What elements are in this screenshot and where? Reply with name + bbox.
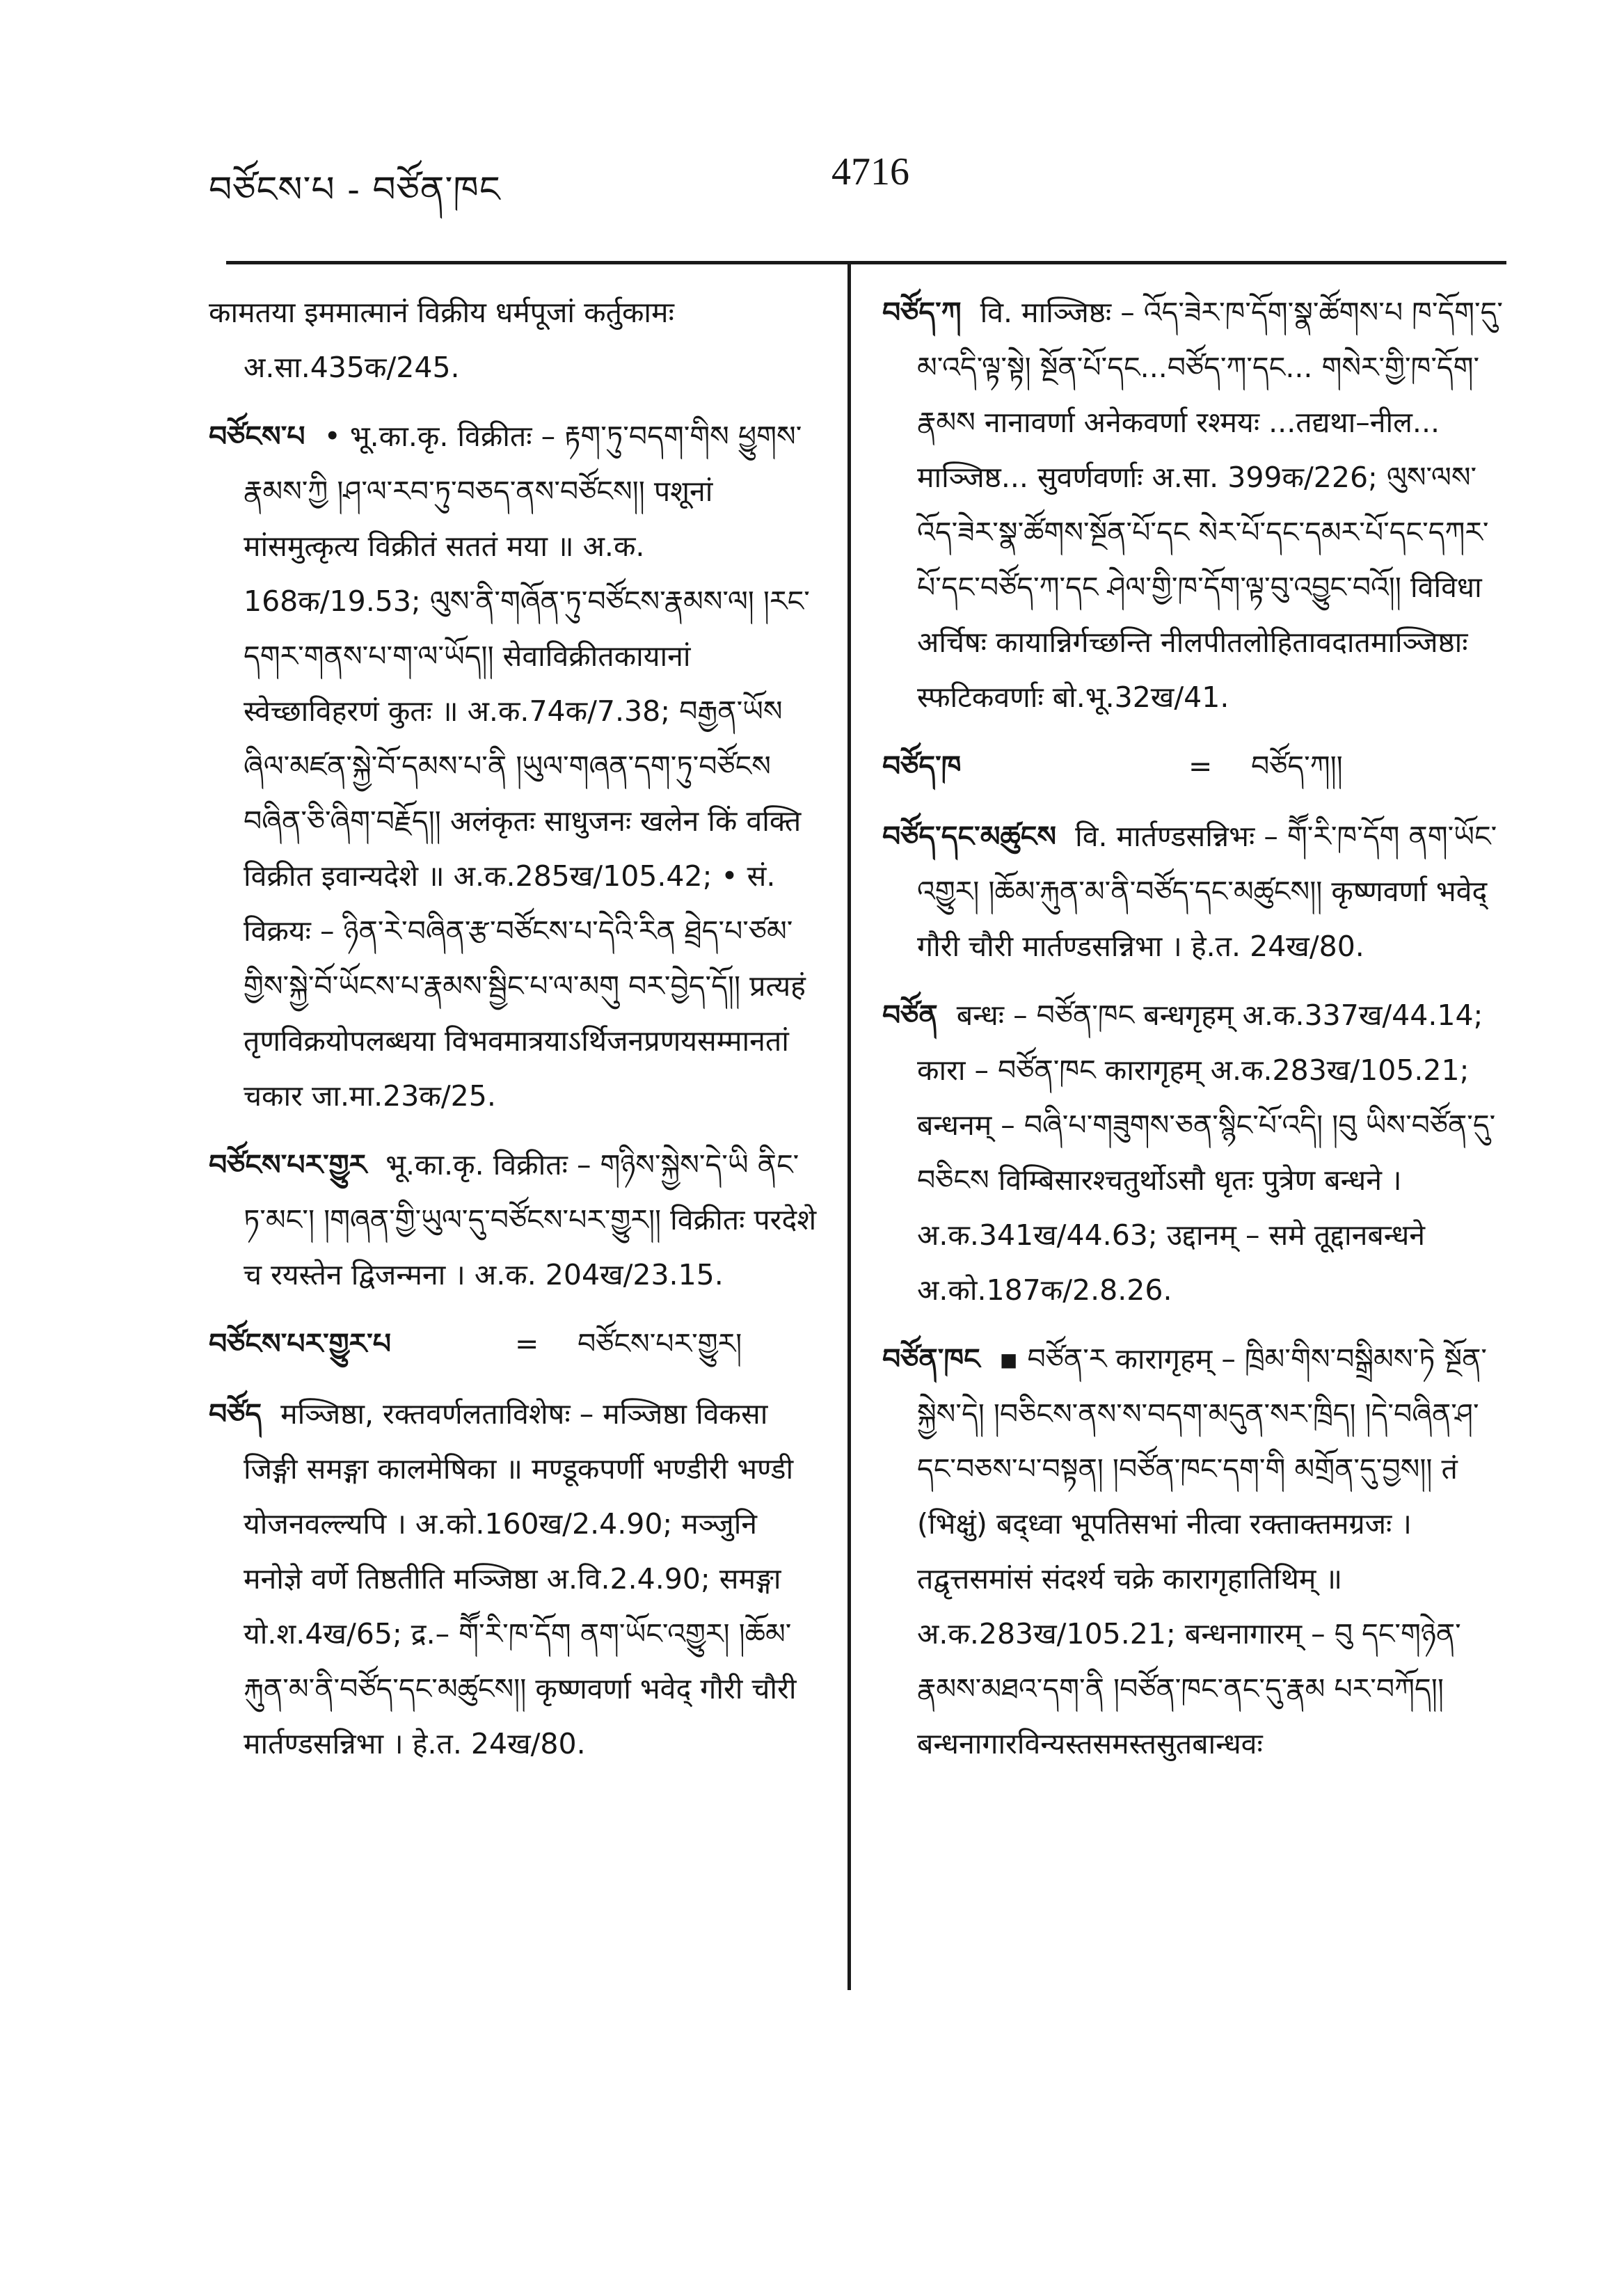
entry-headword: བཙོན xyxy=(882,999,938,1032)
page-number: 4716 xyxy=(831,150,909,193)
xref-target: བཙོད་ཀ།། xyxy=(1251,749,1343,783)
xref-target: བཙོངས་པར་གྱུར། xyxy=(578,1327,742,1360)
entry-text: मञ्जिष्ठा, रक्तवर्णलताविशेषः – मञ्जिष्ठा विकसा जिङ्गी समङ्गा कालमेषिका ॥ मण्डूकपर्णी भण्डीरी भण्डी योजनवल्ल्यपि । अ.को.160ख/2.4.90; मञ्जुनि मनोज्ञे वर्णे तिष्ठतीति मञ्जिष्ठा अ.वि.2.4.90; समङ्गा यो.श.4ख/65; द्र.– གཽ་རི་ཁ་དོག ནག་ཡོང་འགྱུར། །ཆོམ་རྐུན་མ་ནི་བཙོད་དང་མཚུངས།། कृष्णवर्णा भवेद् गौरी चौरी मार्तण्डसन्निभा । हे.त. 24ख/80. xyxy=(244,1397,797,1760)
dictionary-entry xyxy=(209,1138,821,1303)
entry-headword: བཙོད་ཁ xyxy=(882,749,962,783)
entry-headword: བཙོད་དང་མཚུངས xyxy=(882,820,1057,853)
dictionary-entry xyxy=(882,988,1508,1318)
running-header: བཙོངས་པ - བཙོན་ཁང xyxy=(209,169,501,211)
entry-headword: བཙོད་ཀ xyxy=(882,296,962,329)
left-column xyxy=(209,285,821,1997)
entry-text: • भू.का.कृ. विक्रीतः – རྟག་ཏུ་བདག་གིས ཕྱུགས་རྣམས་ཀྱི །ཤ་ལ་རབ་ཏུ་བཅད་ནས་བཙོངས།། पशूनां मांसमुत्कृत्य विक्रीतं सततं मया ॥ अ.क. 168क/19.53; ལུས་ནི་གཞོན་ཏུ་བཙོངས་རྣམས་ལ། །རང་དགར་གནས་པ་ག་ལ་ཡོད།། सेवाविक्रीतकायानां स्वेच्छाविहरणं कुतः ॥ अ.क.74क/7.38; བརྒྱན་ཡོས ཞིལ་མཛན་སྐྱེ་བོ་དམས་པ་ནི །ཡུལ་གཞན་དག་ཏུ་བཙོངས བཞིན་ཅི་ཞིག་བརྗོད།། अलंकृतः साधुजनः खलेन किं वक्ति विक्रीत इवान्यदेशे ॥ अ.क.285ख/105.42; • सं. विक्रयः – ཉིན་རེ་བཞིན་རྩ་བཙོངས་པ་དེའི་རིན ཐྲེད་པ་ཙམ་གྱིས་སྐྱེ་བོ་ཡོངས་པ་རྣམས་སྦྱིང་པ་ལ་མགུ བར་བྱེད་དོ།། प्रत्यहं तृणविक्रयोपलब्धया विभवमात्रयाऽर्थिजनप्रणयसम्मानतां चकार जा.मा.23क/25. xyxy=(244,420,810,1113)
equals-sign: = xyxy=(1188,749,1213,783)
entry-headword: བཙོངས་པར་གྱུར xyxy=(209,1148,367,1182)
dictionary-entry xyxy=(209,409,821,1124)
dictionary-entry xyxy=(209,285,821,395)
entry-headword: བཙོན་ཁང xyxy=(882,1342,980,1376)
entry-text: वि. मार्तण्डसन्निभः – གཽ་རི་ཁ་དོག ནག་ཡོང་འགྱུར། །ཆོམ་རྐུན་མ་ནི་བཙོད་དང་མཚུངས།། कृष्णवर्णा भवेद् गौरी चौरी मार्तण्डसन्निभा । हे.त. 24ख/80. xyxy=(917,820,1497,963)
entry-headword: བཙོངས་པ xyxy=(209,420,305,453)
entry-headword: བཙོངས་པར་གྱུར་པ xyxy=(209,1327,392,1360)
cross-reference xyxy=(209,1317,821,1371)
dictionary-entry xyxy=(882,285,1508,725)
dictionary-entry xyxy=(209,1387,821,1772)
header-rule xyxy=(226,261,1506,264)
column-divider xyxy=(847,264,851,1990)
entry-headword: བཙོད xyxy=(209,1397,262,1431)
dictionary-entry xyxy=(882,809,1508,974)
cross-reference xyxy=(882,739,1508,794)
entry-text: बन्धः – བཙོན་ཁང बन्धगृहम् अ.क.337ख/44.14; कारा – བཙོན་ཁང कारागृहम् अ.क.283ख/105.21; बन्धनम् – བཞི་པ་གཟུགས་ཅན་སྙིང་པོ་འདི། །བུ ཡིས་བཙོན་དུ་བཅིངས विम्बिसारश्चतुर्थोऽसौ धृतः पुत्रेण बन्धने । अ.क.341ख/44.63; उद्दानम् – समे तूद्दानबन्धने अ.को.187क/2.8.26. xyxy=(917,999,1496,1307)
entry-text: वि. माञ्जिष्ठः – འོད་ཟེར་ཁ་དོག་སྣ་ཚོགས་པ ཁ་དོག་དུ་མ་འདི་ལྟ་སྟེ། སྔོན་པོ་དང...བཙོད་ཀ་དང... གསེར་གྱི་ཁ་དོག་རྣམས नानावर्णा अनेकवर्णा रश्मयः ...तद्यथा–नील... माञ्जिष्ठ... सुवर्णवर्णाः अ.सा. 399क/226; ལུས་ལས་འོད་ཟེར་སྣ་ཚོགས་སྔོན་པོ་དང སེར་པོ་དང་དམར་པོ་དང་དཀར་པོ་དང་བཙོད་ཀ་དང ཤེལ་གྱི་ཁ་དོག་ལྟ་བུ་འབྱུང་བའོ།། विविधा अर्चिषः कायान्निर्गच्छन्ति नीलपीतलोहितावदातमाञ्जिष्ठाः स्फटिकवर्णाः बो.भू.32ख/41. xyxy=(917,296,1504,714)
equals-sign: = xyxy=(515,1327,539,1360)
entry-text: भू.का.कृ. विक्रीतः – གཉིས་སྐྱེས་དེ་ཡི ནིང་ཏ་མང་། །གཞན་གྱི་ཡུལ་དུ་བཙོངས་པར་གྱུར།། विक्रीतः परदेशे च रयस्तेन द्विजन्मना । अ.क. 204ख/23.15. xyxy=(244,1148,817,1291)
entry-text: कामतया इममात्मानं विक्रीय धर्मपूजां कर्तुकामः अ.सा.435क/245. xyxy=(209,296,674,384)
dictionary-entry xyxy=(882,1332,1508,1772)
entry-text: ▪ བཙོན་ར कारागृहम् – ཁྲིམ་གིས་བསྒྲིམས་ཏེ སྔོན་སྐྱེས་དེ། །བཅིངས་ནས་ས་བདག་མདུན་སར་ཁྲིད། །དེ་བཞིན་ཤ་དང་བཅས་པ་བསྟན། །བཙོན་ཁང་དག་གི མགྲོན་དུ་བྱས།། तं (भिक्षुं) बद्ध्वा भूपतिसभां नीत्वा रक्ताक्तमग्रजः । तद्वृत्तसमांसं संदर्श्य चक्रे कारागृहातिथिम् ॥ अ.क.283ख/105.21; बन्धनागारम् – བུ དང་གཉེན་རྣམས་མཐའ་དག་ནི །བཙོན་ཁང་ནང་དུ་རྣམ པར་བཀོད།། बन्धनागारविन्यस्तसमस्तसुतबान्धवः xyxy=(917,1342,1488,1760)
right-column xyxy=(882,285,1508,1997)
